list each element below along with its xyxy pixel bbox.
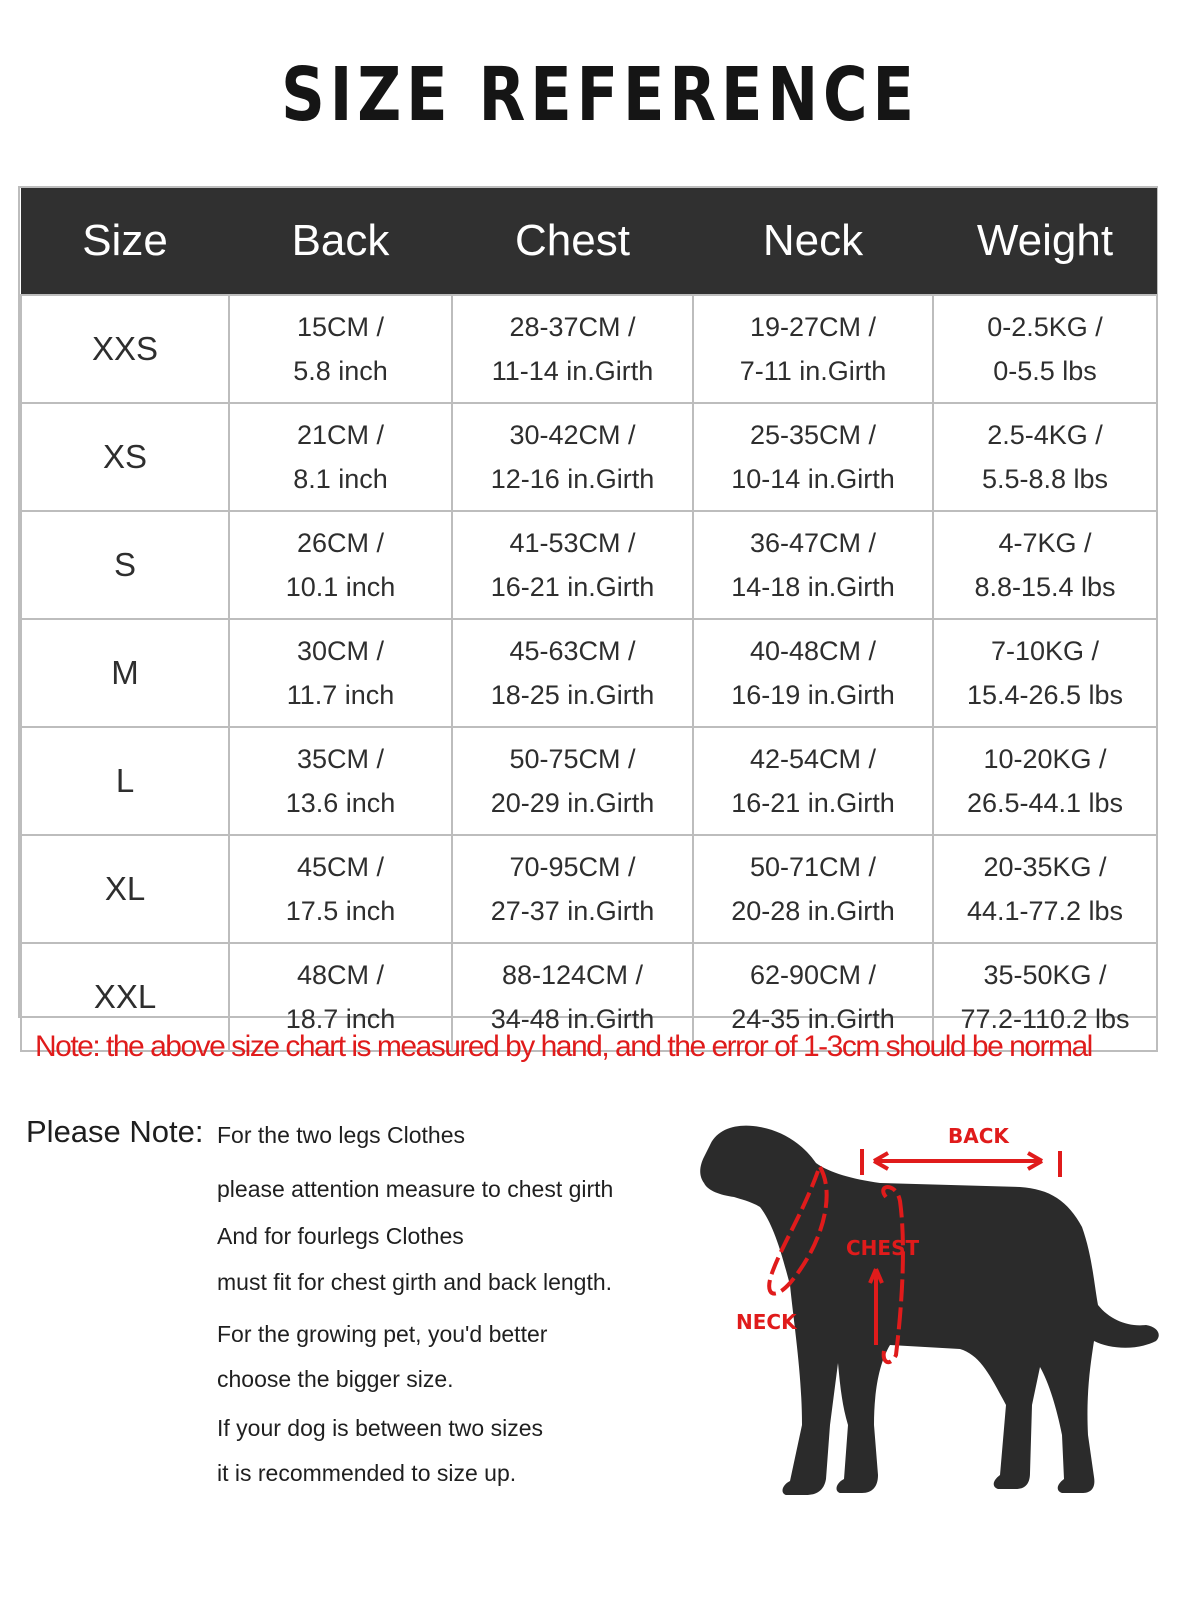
back-cell (229, 403, 452, 511)
back-label: BACK (948, 1124, 1009, 1148)
inch-value: 27-37 in.Girth (490, 896, 655, 926)
note-line: must fit for chest girth and back length. (217, 1269, 613, 1295)
cm-value: 50-71CM / (749, 852, 877, 882)
inch-value: 12-16 in.Girth (490, 464, 655, 494)
note-line: choose the bigger size. (217, 1366, 454, 1392)
table-header-row (21, 188, 1157, 295)
chest-cell (452, 511, 693, 619)
cm-value: 70-95CM / (509, 852, 636, 882)
table-body (21, 295, 1157, 1051)
size-table-container (18, 186, 1158, 1034)
cm-value: 30CM / (296, 636, 385, 666)
note-line: it is recommended to size up. (217, 1460, 517, 1486)
size-cell: XL (21, 835, 229, 943)
note-line: For the growing pet, you'd better (217, 1321, 548, 1347)
inch-value: 14-18 in.Girth (731, 572, 895, 602)
lbs-value: 26.5-44.1 lbs (966, 788, 1124, 818)
dog-measurement-diagram (690, 1105, 1170, 1525)
table-row (21, 619, 1157, 727)
inch-value: 10.1 inch (285, 572, 396, 602)
kg-value: 2.5-4KG / (987, 420, 1103, 450)
table-row (21, 511, 1157, 619)
cm-value: 45-63CM / (509, 636, 636, 666)
cm-value: 26CM / (296, 528, 385, 558)
size-cell: XS (21, 403, 229, 511)
header-back: Back (229, 188, 452, 295)
note-line: For the two legs Clothes (217, 1122, 466, 1148)
table-row (21, 727, 1157, 835)
lbs-value: 5.5-8.8 lbs (981, 464, 1109, 494)
weight-cell (933, 835, 1157, 943)
lbs-value: 44.1-77.2 lbs (966, 896, 1124, 926)
lbs-value: 77.2-110.2 lbs (960, 1004, 1130, 1034)
note-line: please attention measure to chest girth (217, 1176, 614, 1202)
table-row (21, 295, 1157, 403)
back-cell (229, 511, 452, 619)
inch-value: 16-21 in.Girth (731, 788, 895, 818)
size-cell: XXS (21, 295, 229, 403)
kg-value: 0-2.5KG / (987, 312, 1103, 342)
cm-value: 21CM / (296, 420, 385, 450)
cm-value: 48CM / (296, 960, 385, 990)
cm-value: 28-37CM / (509, 312, 636, 342)
cm-value: 25-35CM / (749, 420, 877, 450)
cm-value: 50-75CM / (509, 744, 636, 774)
back-cell (229, 295, 452, 403)
cm-value: 35CM / (296, 744, 385, 774)
neck-cell (693, 403, 933, 511)
weight-cell (933, 511, 1157, 619)
back-cell (229, 619, 452, 727)
lbs-value: 8.8-15.4 lbs (974, 572, 1116, 602)
header-size: Size (21, 188, 229, 295)
inch-value: 16-19 in.Girth (731, 680, 895, 710)
inch-value: 8.1 inch (293, 464, 388, 494)
header-chest: Chest (452, 188, 693, 295)
inch-value: 24-35 in.Girth (731, 1004, 895, 1034)
neck-label: NECK (736, 1310, 797, 1334)
inch-value: 7-11 in.Girth (739, 356, 887, 386)
inch-value: 5.8 inch (293, 356, 388, 386)
weight-cell (933, 295, 1157, 403)
back-cell (229, 727, 452, 835)
kg-value: 10-20KG / (983, 744, 1107, 774)
weight-cell (933, 403, 1157, 511)
chest-label: CHEST (846, 1236, 920, 1260)
chest-cell (452, 619, 693, 727)
inch-value: 11.7 inch (286, 680, 395, 710)
inch-value: 18.7 inch (285, 1004, 396, 1034)
kg-value: 20-35KG / (983, 852, 1107, 882)
inch-value: 10-14 in.Girth (731, 464, 895, 494)
neck-cell (693, 295, 933, 403)
cm-value: 62-90CM / (749, 960, 877, 990)
inch-value: 20-28 in.Girth (731, 896, 895, 926)
cm-value: 40-48CM / (749, 636, 877, 666)
note-line: If your dog is between two sizes (217, 1415, 543, 1441)
kg-value: 7-10KG / (990, 636, 1100, 666)
cm-value: 19-27CM / (749, 312, 877, 342)
neck-cell (693, 727, 933, 835)
neck-cell (693, 511, 933, 619)
inch-value: 34-48 in.Girth (490, 1004, 655, 1034)
neck-cell (693, 619, 933, 727)
inch-value: 18-25 in.Girth (490, 680, 655, 710)
chest-cell (452, 295, 693, 403)
table-row (21, 403, 1157, 511)
measurement-disclaimer: Note: the above size chart is measured by hand, and the error of 1-3cm should be normal (35, 1030, 1092, 1063)
cm-value: 42-54CM / (749, 744, 877, 774)
cm-value: 36-47CM / (749, 528, 877, 558)
lbs-value: 0-5.5 lbs (993, 356, 1097, 386)
header-neck: Neck (693, 188, 933, 295)
cm-value: 41-53CM / (509, 528, 636, 558)
cm-value: 45CM / (296, 852, 385, 882)
inch-value: 13.6 inch (285, 788, 396, 818)
chest-cell (452, 835, 693, 943)
size-cell: S (21, 511, 229, 619)
please-note-label: Please Note: (26, 1114, 204, 1149)
cm-value: 15CM / (296, 312, 385, 342)
cm-value: 30-42CM / (509, 420, 636, 450)
chest-cell (452, 403, 693, 511)
neck-cell (693, 835, 933, 943)
chest-cell (452, 727, 693, 835)
cm-value: 88-124CM / (501, 960, 644, 990)
size-cell: M (21, 619, 229, 727)
weight-cell (933, 619, 1157, 727)
inch-value: 16-21 in.Girth (490, 572, 655, 602)
inch-value: 20-29 in.Girth (490, 788, 655, 818)
kg-value: 35-50KG / (983, 960, 1107, 990)
weight-cell (933, 727, 1157, 835)
size-cell: L (21, 727, 229, 835)
inch-value: 17.5 inch (285, 896, 396, 926)
header-weight: Weight (933, 188, 1157, 295)
lbs-value: 15.4-26.5 lbs (966, 680, 1124, 710)
size-cell: XXL (21, 943, 229, 1051)
note-line: And for fourlegs Clothes (217, 1223, 464, 1249)
kg-value: 4-7KG / (998, 528, 1092, 558)
page-title: SIZE REFERENCE (281, 52, 919, 138)
table-row (21, 835, 1157, 943)
inch-value: 11-14 in.Girth (491, 356, 654, 386)
size-table (20, 188, 1158, 1052)
back-cell (229, 835, 452, 943)
